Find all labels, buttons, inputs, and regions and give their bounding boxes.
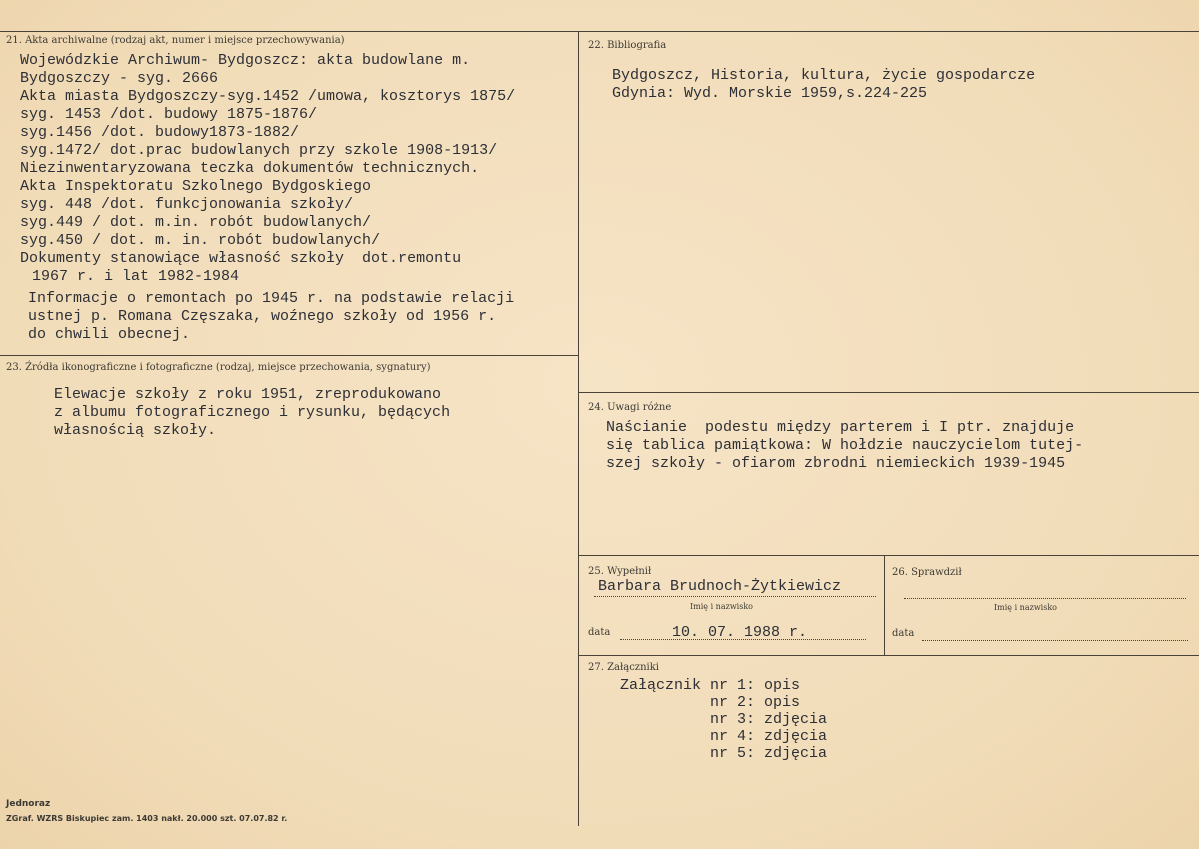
bibliography-line: Gdynia: Wyd. Morskie 1959,s.224-225: [612, 85, 928, 102]
section-21-line: Bydgoszczy - syg. 2666: [20, 70, 219, 87]
section-24-label: 24. Uwagi różne: [588, 402, 672, 413]
center-divider: [578, 31, 579, 826]
section-21-line: syg.1472/ dot.prac budowlanych przy szkole 1908-1913/: [20, 142, 498, 159]
section-21-line: syg.450 / dot. m. in. robót budowlanych/: [20, 232, 381, 249]
checker-name-dotted-line: [904, 598, 1186, 599]
remarks-line: Naścianie podestu między parterem i I ptr. znajduje: [606, 419, 1075, 436]
filled-by-name: Barbara Brudnoch-Żytkiewicz: [598, 578, 842, 595]
attachment-line: nr 3: zdjęcia: [620, 711, 828, 728]
remarks-line: się tablica pamiątkowa: W hołdzie nauczycielom tutej-: [606, 437, 1084, 454]
section-21-line: Akta miasta Bydgoszczy-syg.1452 /umowa, kosztorys 1875/: [20, 88, 516, 105]
section-21-line: syg. 1453 /dot. budowy 1875-1876/: [20, 106, 318, 123]
section-21-line: Akta Inspektoratu Szkolnego Bydgoskiego: [20, 178, 372, 195]
section-25-bottom-border: [579, 655, 1199, 656]
iconography-line: Elewacje szkoły z roku 1951, zreprodukowano: [54, 386, 442, 403]
checker-date-dotted-line: [922, 640, 1188, 641]
section-22-label: 22. Bibliografia: [588, 40, 667, 51]
iconography-line: z albumu fotograficznego i rysunku, będących: [54, 404, 451, 421]
filled-date: 10. 07. 1988 r.: [672, 624, 808, 641]
section-21-line: syg. 448 /dot. funkcjonowania szkoły/: [20, 196, 354, 213]
section-21-line: syg.1456 /dot. budowy1873-1882/: [20, 124, 300, 141]
section-21-info-line: do chwili obecnej.: [28, 326, 191, 343]
footer-title: Jednoraz: [6, 799, 51, 809]
section-21-info-line: ustnej p. Romana Częszaka, woźnego szkoły od 1956 r.: [28, 308, 497, 325]
checker-date-label: data: [892, 628, 915, 639]
section-23-label: 23. Źródła ikonograficzne i fotograficzne (rodzaj, miejsce przechowania, sygnatury): [6, 362, 431, 373]
section-21-line: Dokumenty stanowiące własność szkoły dot.remontu: [20, 250, 462, 267]
attachment-line: nr 4: zdjęcia: [620, 728, 828, 745]
section-25-26-divider: [884, 556, 885, 656]
printer-imprint: ZGraf. WZRS Biskupiec zam. 1403 nakł. 20.000 szt. 07.07.82 r.: [6, 814, 288, 823]
section-24-bottom-border: [579, 555, 1199, 556]
remarks-line: szej szkoły - ofiarom zbrodni niemieckich 1939-1945: [606, 455, 1066, 472]
section-22-bottom-border: [579, 392, 1199, 393]
section-25-label: 25. Wypełnił: [588, 566, 652, 577]
date-label: data: [588, 627, 611, 638]
section-21-line: Wojewódzkie Archiwum- Bydgoszcz: akta budowlane m.: [20, 52, 471, 69]
attachment-line: Załącznik nr 1: opis: [620, 677, 801, 694]
section-21-bottom-border: [0, 355, 579, 356]
section-21-label: 21. Akta archiwalne (rodzaj akt, numer i miejsce przechowywania): [6, 35, 345, 46]
name-caption: Imię i nazwisko: [690, 602, 753, 611]
iconography-line: własnością szkoły.: [54, 422, 217, 439]
top-border: [0, 31, 1199, 32]
section-21-line: syg.449 / dot. m.in. robót budowlanych/: [20, 214, 372, 231]
section-21-line: 1967 r. i lat 1982-1984: [32, 268, 240, 285]
bibliography-line: Bydgoszcz, Historia, kultura, życie gospodarcze: [612, 67, 1036, 84]
checker-name-caption: Imię i nazwisko: [994, 603, 1057, 612]
section-27-label: 27. Załączniki: [588, 662, 659, 673]
name-dotted-line: [594, 596, 876, 597]
section-26-label: 26. Sprawdził: [892, 567, 962, 578]
attachment-line: nr 5: zdjęcia: [620, 745, 828, 762]
section-21-line: Niezinwentaryzowana teczka dokumentów technicznych.: [20, 160, 480, 177]
section-21-info-line: Informacje o remontach po 1945 r. na podstawie relacji: [28, 290, 515, 307]
attachment-line: nr 2: opis: [620, 694, 801, 711]
